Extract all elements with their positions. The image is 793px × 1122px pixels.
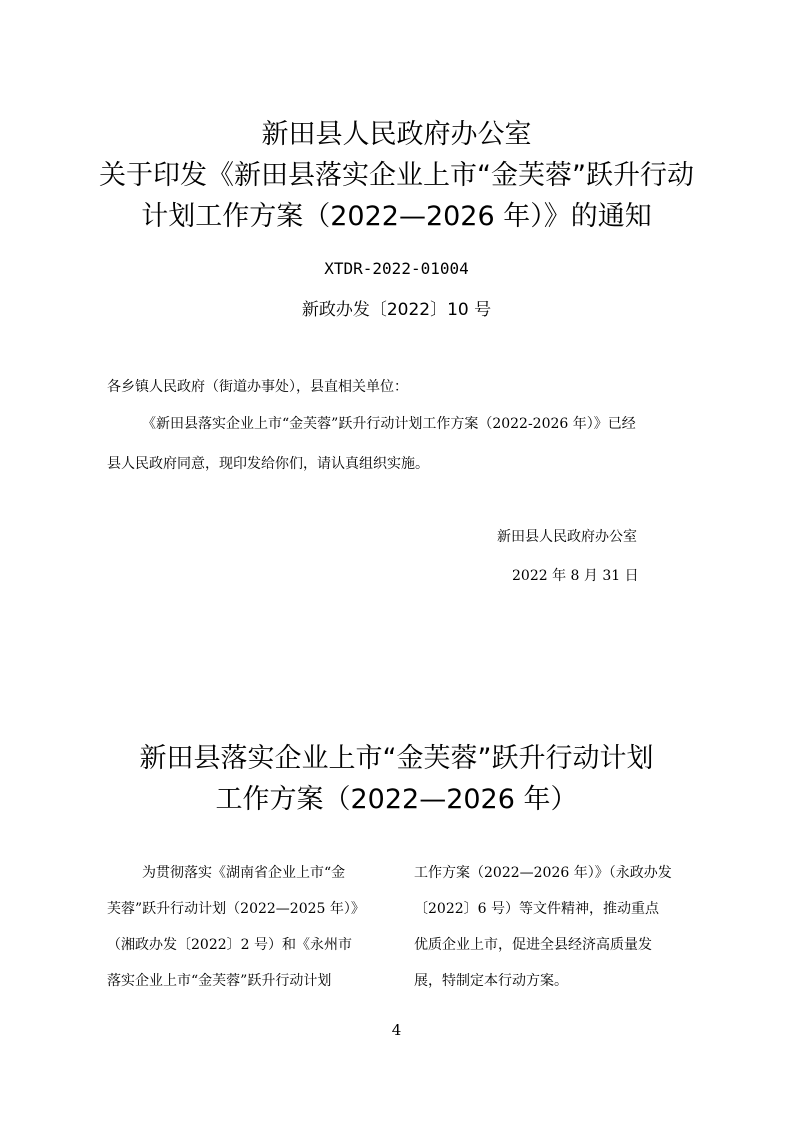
signature-organization: 新田县人民政府办公室	[497, 529, 637, 545]
plan-right-line-2: 〔2022〕6 号）等文件精神，推动重点	[414, 901, 659, 917]
notice-body-line-1: 《新田县落实企业上市“金芙蓉”跃升行动计划工作方案（2022-2026 年）》已经	[142, 416, 636, 432]
plan-title-line-2: 工作方案（2022—2026 年）	[215, 784, 578, 815]
plan-left-line-1: 为贯彻落实《湖南省企业上市“金	[142, 865, 346, 881]
page-number: 4	[391, 1021, 402, 1039]
signature-date: 2022 年 8 月 31 日	[512, 568, 639, 584]
notice-title-line-2: 关于印发《新田县落实企业上市“金芙蓉”跃升行动	[99, 160, 694, 191]
notice-body-line-2: 县人民政府同意，现印发给你们，请认真组织实施。	[107, 456, 429, 472]
document-number: 新政办发〔2022〕10 号	[301, 300, 492, 320]
notice-title-line-3: 计划工作方案（2022—2026 年）》的通知	[141, 201, 652, 232]
plan-right-line-4: 展，特制定本行动方案。	[414, 973, 568, 989]
notice-title-line-1: 新田县人民政府办公室	[261, 119, 532, 150]
document-code: XTDR-2022-01004	[324, 259, 469, 278]
plan-left-column	[107, 855, 387, 999]
plan-left-line-4: 落实企业上市“金芙蓉”跃升行动计划	[107, 973, 332, 989]
plan-title-line-1: 新田县落实企业上市“金芙蓉”跃升行动计划	[139, 743, 654, 774]
addressee: 各乡镇人民政府（街道办事处），县直相关单位：	[107, 379, 408, 395]
plan-left-line-2: 芙蓉”跃升行动计划（2022—2025 年）》	[107, 901, 365, 917]
plan-right-line-1: 工作方案（2022—2026 年）》（永政办发	[414, 865, 672, 881]
plan-right-line-3: 优质企业上市，促进全县经济高质量发	[414, 937, 652, 953]
plan-right-column	[414, 855, 704, 999]
plan-left-line-3: （湘政办发〔2022〕2 号）和《永州市	[107, 937, 352, 953]
